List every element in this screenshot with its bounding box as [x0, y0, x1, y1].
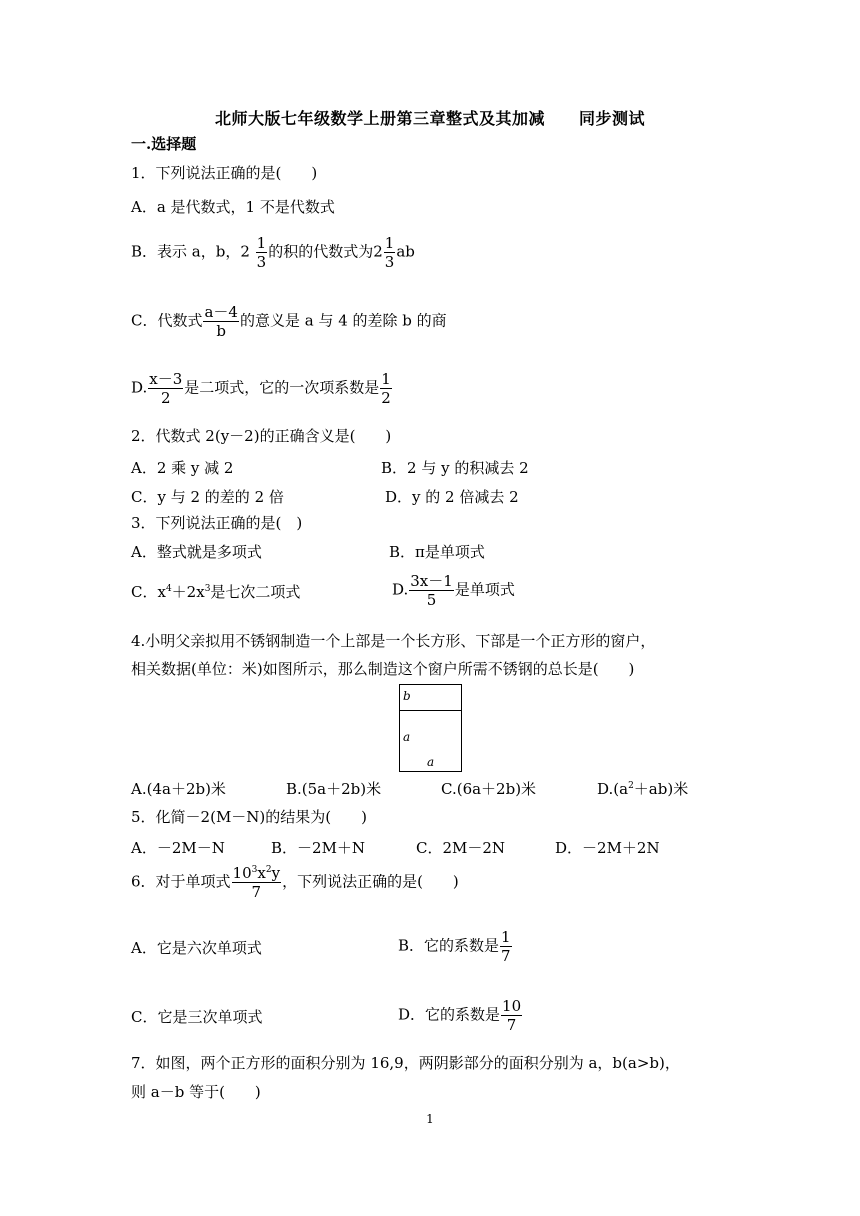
q6-d-frac	[501, 997, 522, 1034]
q5-option-a: A．－2M－N	[131, 839, 225, 857]
label-a-bottom: a	[427, 755, 435, 769]
q1-b-post: ab	[396, 242, 415, 261]
q1-option-a: A．a 是代数式，1 不是代数式	[131, 198, 335, 216]
q3-option-d	[392, 572, 515, 609]
q6-num-exp2: 2	[265, 865, 272, 875]
q1-b-frac1-num: 1	[256, 234, 267, 252]
q1-b-pre: B．表示 a，b，2	[131, 242, 250, 261]
q7-line1: 7．如图，两个正方形的面积分别为 16,9，两阴影部分的面积分别为 a，b(a>b)，	[131, 1054, 680, 1072]
q3-option-c	[131, 582, 300, 602]
q1-b-whole2: 2	[373, 242, 383, 261]
q3-c-post: 是七次二项式	[210, 583, 301, 601]
q1-d-den: 2	[148, 388, 183, 407]
q3-c-pre: C．x	[131, 583, 166, 601]
q1-d-frac2-den: 2	[381, 389, 391, 407]
q1-option-d	[131, 370, 393, 407]
q3-stem: 3．下列说法正确的是( )	[131, 514, 303, 532]
q4-d-post: ＋ab)米	[633, 780, 689, 798]
q4-d-exp: 2	[628, 781, 634, 791]
q4-line2: 相关数据(单位：米)如图所示，那么制造这个窗户所需不锈钢的总长是( )	[131, 660, 635, 678]
q6-d-pre: D．它的系数是	[398, 1005, 501, 1024]
q3-d-pre: D.	[392, 580, 409, 599]
q7-line2: 则 a－b 等于( )	[131, 1083, 261, 1101]
q6-option-d	[398, 997, 523, 1034]
window-diagram	[399, 684, 462, 772]
q1-d-frac2-num: 1	[381, 370, 391, 388]
q1-b-mid: 的积的代数式为	[268, 242, 374, 261]
q1-option-c	[131, 303, 447, 340]
q1-d-pre: D.	[131, 378, 148, 397]
q5-option-b: B．－2M＋N	[271, 839, 366, 857]
q1-b-frac2-num: 1	[384, 234, 395, 252]
q4-option-a: A.(4a＋2b)米	[131, 780, 226, 798]
q2-option-a: A．2 乘 y 减 2	[131, 459, 234, 477]
q6-b-num: 1	[501, 928, 511, 946]
q6-b-frac	[500, 928, 512, 965]
q1-option-b	[131, 234, 415, 271]
window-divider	[400, 710, 461, 711]
q3-d-num: 3x－1	[410, 572, 453, 590]
q6-d-num: 10	[502, 997, 522, 1015]
q1-d-num: x－3	[149, 370, 183, 388]
q2-stem: 2．代数式 2(y－2)的正确含义是( )	[131, 427, 392, 445]
q3-d-den: 5	[409, 590, 454, 609]
title-main: 北师大版七年级数学上册第三章整式及其加减	[214, 109, 545, 128]
label-b: b	[403, 689, 411, 703]
q1-d-mid: 是二项式，它的一次项系数是	[184, 378, 380, 397]
q1-d-frac2	[380, 370, 392, 407]
q6-num-exp1: 3	[251, 865, 258, 875]
page-title	[0, 106, 860, 129]
q6-num	[232, 864, 282, 882]
q2-option-c: C．y 与 2 的差的 2 倍	[131, 488, 284, 506]
q3-d-post: 是单项式	[454, 580, 515, 599]
q4-option-b: B.(5a＋2b)米	[286, 780, 382, 798]
q6-den: 7	[232, 882, 282, 901]
q3-option-a: A．整式就是多项式	[131, 543, 262, 561]
q6-d-den: 7	[501, 1015, 522, 1034]
q6-post: ，下列说法正确的是( )	[282, 872, 459, 891]
q1-d-frac1	[148, 370, 183, 407]
q3-option-b: B．π是单项式	[389, 543, 485, 561]
q1-b-frac1-den: 3	[256, 253, 267, 271]
label-a-side: a	[403, 730, 411, 744]
q2-option-d: D．y 的 2 倍减去 2	[385, 488, 519, 506]
q6-num-base: 10	[232, 864, 252, 882]
q6-b-pre: B．它的系数是	[398, 936, 500, 955]
page-number: 1	[426, 1112, 434, 1126]
q6-num-x: x	[257, 864, 266, 882]
q1-c-num: a－4	[204, 303, 238, 321]
q6-pre: 6．对于单项式	[131, 872, 231, 891]
q2-option-b: B．2 与 y 的积减去 2	[381, 459, 529, 477]
q4-option-d	[597, 779, 688, 799]
q5-option-d: D．－2M＋2N	[555, 839, 660, 857]
q3-c-mid: ＋2x	[171, 583, 205, 601]
q3-c-exp1: 4	[165, 584, 172, 594]
q3-c-exp2: 3	[204, 584, 211, 594]
q1-c-post: 的意义是 a 与 4 的差除 b 的商	[239, 311, 447, 330]
q1-c-den: b	[203, 321, 239, 340]
q6-option-b	[398, 928, 513, 965]
q4-option-c: C.(6a＋2b)米	[441, 780, 537, 798]
q6-frac	[232, 864, 282, 901]
q1-c-pre: C．代数式	[131, 311, 203, 330]
q6-option-c: C．它是三次单项式	[131, 1008, 263, 1026]
q1-c-frac	[203, 303, 239, 340]
q4-line1: 4.小明父亲拟用不锈钢制造一个上部是一个长方形、下部是一个正方形的窗户，	[131, 632, 656, 650]
q5-option-c: C．2M－2N	[416, 839, 506, 857]
q6-num-y: y	[271, 864, 281, 882]
q4-d-pre: D.(a	[597, 780, 629, 798]
q3-d-frac	[409, 572, 454, 609]
q6-b-den: 7	[501, 947, 511, 965]
q1-b-frac1	[256, 234, 268, 271]
q1-stem: 1．下列说法正确的是( )	[131, 164, 318, 182]
q1-b-frac2	[384, 234, 396, 271]
q5-stem: 5．化简－2(M－N)的结果为( )	[131, 808, 367, 826]
section-heading: 一.选择题	[131, 135, 197, 153]
q6-stem	[131, 864, 459, 901]
title-sub: 同步测试	[579, 109, 646, 128]
q1-b-frac2-den: 3	[384, 253, 395, 271]
q6-option-a: A．它是六次单项式	[131, 939, 262, 957]
